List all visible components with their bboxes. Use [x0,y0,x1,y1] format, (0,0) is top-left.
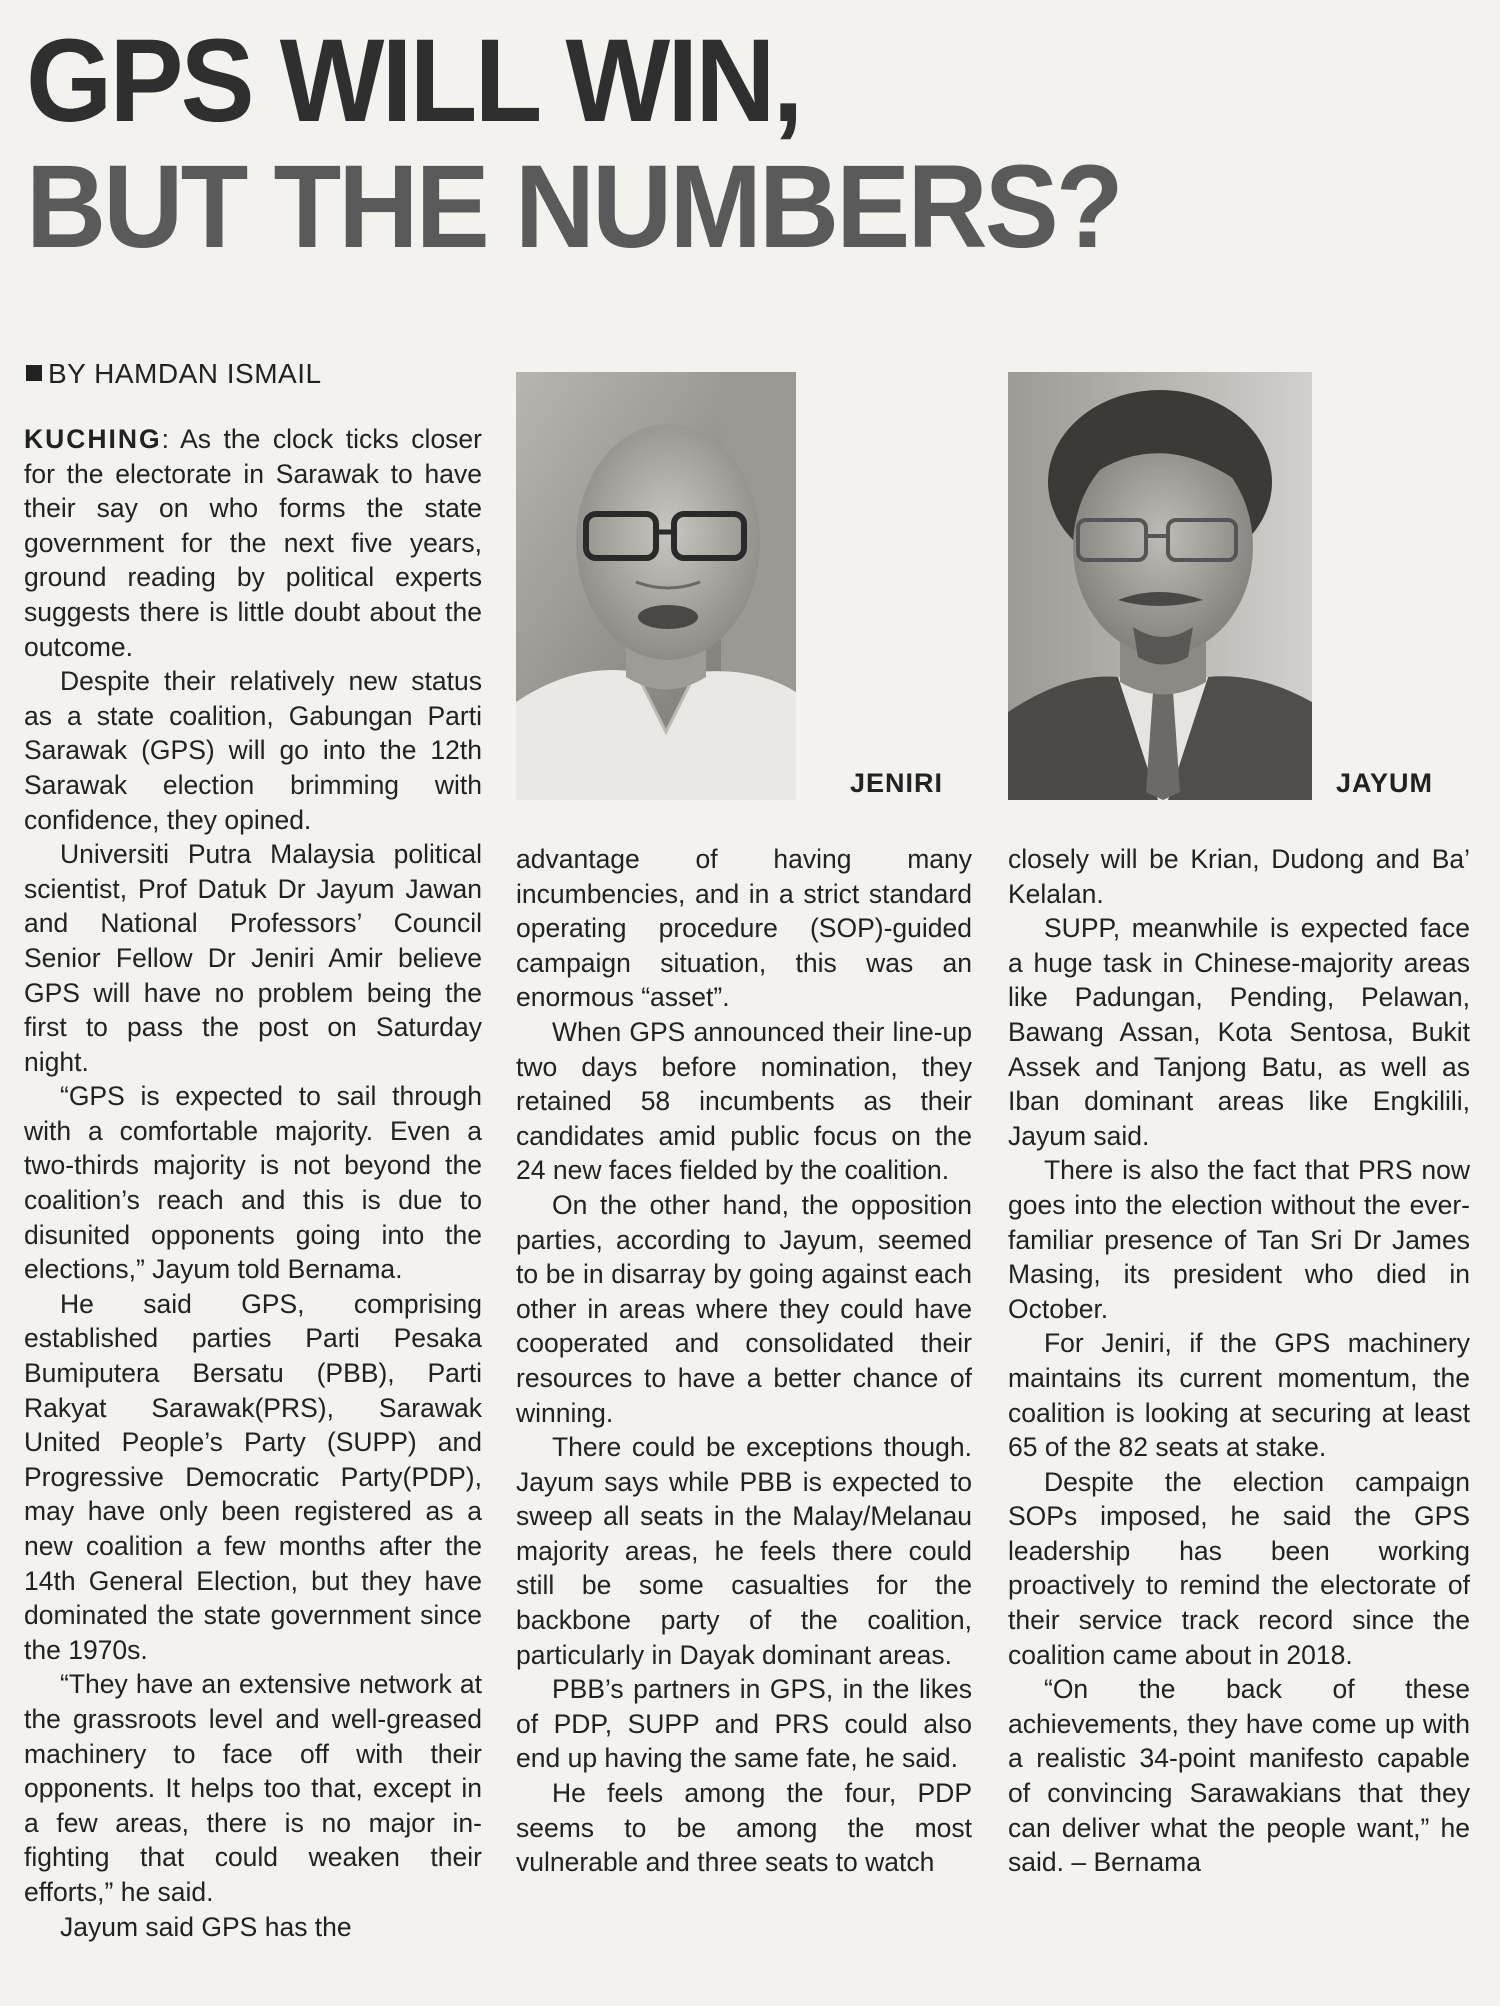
portrait-jayum-image [1008,372,1312,800]
paragraph: He said GPS, comprising established parties Parti Pesaka Bumiputera Bersatu (PBB), Parti Rakyat Sarawak(PRS), Sarawak United People’s Party (SUPP) and Progressive Democratic Party(PDP), may have only been registered as a new coalition a few months after the 14th General Election, but they have dominated the state government since the 1970s. [24,1288,482,1665]
caption-jeniri: JENIRI [850,768,944,798]
paragraph: SUPP, meanwhile is expected face a huge task in Chinese-majority areas like Padungan, Pending, Pelawan, Bawang Assan, Kota Sentosa, Bukit Assek and Tanjong Batu, as well as Iban dominant areas like Engkilili, Jayum said. [1008,913,1470,1151]
dateline: KUCHING [24,424,162,454]
photo-jayum [1008,372,1312,800]
paragraph: advantage of having many incumbencies, and in a strict standard operating procedure (SOP)-guided campaign situation, this was an enormous “asset”. [516,844,972,1013]
byline [26,358,322,390]
byline-square-icon [26,365,42,381]
paragraph: “On the back of these achievements, they have come up with a realistic 34-point manifesto capable of convincing Sarawakians that they can deliver what the people want,” he said. – Bernama [1008,1674,1470,1878]
headline-line-1: GPS WILL WIN, [26,15,801,147]
paragraph: He feels among the four, PDP seems to be among the most vulnerable and three seats to watch [516,1778,972,1878]
article-column-3 [1008,842,1470,1880]
paragraph: On the other hand, the opposition parties, according to Jayum, seemed to be in disarray by going against each other in areas where they could have cooperated and consolidated their resources to have a better chance of winning. [516,1189,972,1428]
paragraph: Despite their relatively new status as a state coalition, Gabungan Parti Sarawak (GPS) will go into the 12th Sarawak election brimming with confidence, they opined. [24,666,482,835]
paragraph: When GPS announced their line-up two days before nomination, they retained 58 incumbents as their candidates amid public focus on the 24 new faces fielded by the coalition. [516,1016,972,1186]
paragraph [24,422,482,664]
byline-text: BY HAMDAN ISMAIL [48,358,322,389]
headline [26,15,1380,273]
photo-jeniri [516,372,796,800]
paragraph: PBB’s partners in GPS, in the likes of PDP, SUPP and PRS could also end up having the same fate, he said. [516,1674,972,1774]
paragraph: “GPS is expected to sail through with a comfortable majority. Even a two-thirds majority is not beyond the coalition’s reach and this is due to disunited opponents going into the elections,” Jayum told Bernama. [24,1081,482,1285]
headline-line-2: BUT THE NUMBERS? [26,141,1121,273]
paragraph: Jayum said GPS has the [60,1911,352,1942]
paragraph: “They have an extensive network at the grassroots level and well-greased machinery to face off with their opponents. It helps too that, except in a few areas, there is no major in-fighting that could weaken their efforts,” he said. [24,1669,482,1907]
paragraph: For Jeniri, if the GPS machinery maintains its current momentum, the coalition is looking at securing at least 65 of the 82 seats at stake. [1008,1328,1470,1463]
article-column-1 [24,422,482,1944]
paragraph: Universiti Putra Malaysia political scientist, Prof Datuk Dr Jayum Jawan and National Professors’ Council Senior Fellow Dr Jeniri Amir believe GPS will have no problem being the first to pass the post on Saturday night. [24,839,482,1077]
portrait-jeniri-image [516,372,796,800]
caption-jayum: JAYUM [1336,768,1434,798]
paragraph-text: : As the clock ticks closer for the electorate in Sarawak to have their say on who forms the state government for the next five years, ground reading by political experts suggests there is little doubt about the outcome. [24,424,482,662]
paragraph: closely will be Krian, Dudong and Ba’ Kelalan. [1008,844,1470,909]
paragraph: There is also the fact that PRS now goes into the election without the ever-familiar presence of Tan Sri Dr James Masing, its president who died in October. [1008,1155,1470,1324]
paragraph: There could be exceptions though. Jayum says while PBB is expected to sweep all seats in the Malay/Melanau majority areas, he feels there could still be some casualties for the backbone party of the coalition, particularly in Dayak dominant areas. [516,1432,972,1670]
paragraph: Despite the election campaign SOPs imposed, he said the GPS leadership has been working proactively to remind the electorate of their service track record since the coalition came about in 2018. [1008,1466,1470,1670]
article-column-2 [516,842,972,1880]
